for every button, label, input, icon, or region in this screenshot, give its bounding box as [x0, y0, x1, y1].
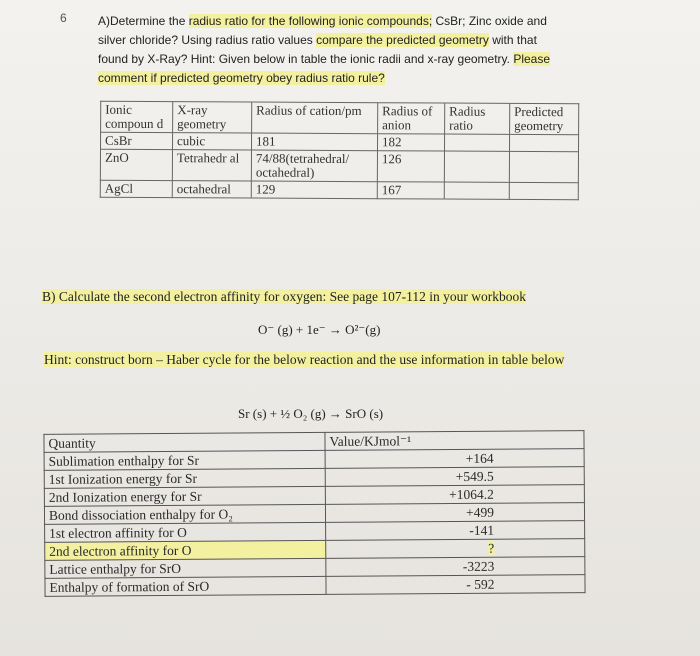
- cell-value: +1064.2: [325, 485, 584, 505]
- header-quantity: Quantity: [44, 432, 325, 452]
- header-xray-geometry: X-ray geometry: [173, 102, 252, 133]
- header-radius-ratio: Radius ratio: [445, 103, 510, 134]
- cell-compound: CsBr: [101, 132, 173, 149]
- part-a-middle-2: with that found by X-Ray? Hint: Given below in table the ionic radii and x-ray geometry.: [98, 33, 537, 66]
- cell-quantity: 2nd Ionization energy for Sr: [44, 486, 325, 506]
- part-a-question: [98, 12, 568, 88]
- cell-quantity: 1st Ionization energy for Sr: [44, 468, 325, 488]
- header-radius-cation: Radius of cation/pm: [252, 102, 378, 134]
- cell-compound: ZnO: [100, 149, 172, 180]
- ionic-radii-table: [100, 101, 580, 201]
- cell-compound: AgCl: [100, 180, 172, 197]
- header-value: Value/KJmol⁻¹: [325, 431, 584, 451]
- unknown-value: ?: [488, 540, 495, 556]
- cell-xray-geometry: octahedral: [172, 181, 251, 198]
- table-row: [100, 149, 578, 183]
- cell-predicted-geometry: [509, 182, 578, 199]
- cell-quantity: 1st electron affinity for O: [45, 522, 326, 542]
- cell-value: -3223: [326, 557, 585, 577]
- cell-xray-geometry: Tetrahedr al: [172, 150, 251, 181]
- part-a-highlight-2: compare the predicted geometry: [316, 33, 489, 47]
- cell-radius-anion: 167: [377, 182, 444, 199]
- header-ionic-compound: Ionic compoun d: [101, 101, 173, 132]
- cell-value: +499: [325, 503, 584, 523]
- cell-predicted-geometry: [509, 151, 578, 182]
- part-a-highlight-1: radius ratio for the following ionic compounds;: [188, 14, 433, 28]
- formation-reaction-equation: Sr (s) + ½ O₂ (g) → SrO (s): [238, 406, 384, 421]
- cell-value: +549.5: [325, 467, 584, 487]
- second-electron-affinity-equation: O⁻ (g) + 1e⁻ → O²⁻(g): [258, 322, 381, 337]
- cell-value: [326, 539, 585, 559]
- header-predicted-geometry: Predicted geometry: [510, 103, 579, 134]
- cell-radius-ratio: [444, 151, 509, 182]
- question-number: 6: [60, 11, 67, 25]
- cell-value: - 592: [326, 575, 585, 595]
- part-a-middle-1: CsBr; Zinc oxide and silver chloride? Using radius ratio values: [98, 14, 547, 47]
- ionic-table-header-row: [101, 101, 579, 135]
- table-row: [100, 180, 578, 200]
- part-a-intro: A)Determine the: [98, 14, 189, 28]
- part-b-hint-text: Hint: construct born – Haber cycle for the below reaction and the use information in table below: [44, 352, 565, 367]
- cell-value: -141: [326, 521, 585, 541]
- cell-quantity: Bond dissociation enthalpy for O₂: [44, 504, 325, 524]
- cell-quantity: 2nd electron affinity for O: [45, 540, 326, 560]
- cell-radius-ratio: [444, 134, 509, 151]
- cell-value: +164: [325, 449, 584, 469]
- part-a-highlight-3: Please comment if predicted geometry obey radius ratio rule?: [98, 52, 551, 85]
- cell-radius-cation: 181: [252, 133, 378, 151]
- cell-radius-cation: 129: [251, 181, 377, 199]
- part-b-question: [42, 289, 526, 305]
- cell-radius-anion: 126: [377, 151, 444, 182]
- born-haber-table: [43, 430, 585, 597]
- part-b-hint: [44, 350, 574, 369]
- cell-quantity: Enthalpy of formation of SrO: [45, 576, 326, 596]
- cell-radius-anion: 182: [377, 134, 444, 151]
- cell-xray-geometry: cubic: [173, 133, 252, 150]
- part-b-question-text: B) Calculate the second electron affinity for oxygen: See page 107-112 in your workbook: [42, 289, 526, 304]
- cell-radius-ratio: [444, 182, 509, 199]
- cell-predicted-geometry: [509, 134, 578, 151]
- cell-quantity: Sublimation enthalpy for Sr: [44, 450, 325, 470]
- cell-radius-cation: 74/88(tetrahedral/ octahedral): [251, 150, 377, 182]
- cell-quantity: Lattice enthalpy for SrO: [45, 558, 326, 578]
- table-row: [45, 575, 585, 597]
- header-radius-anion: Radius of anion: [378, 103, 445, 134]
